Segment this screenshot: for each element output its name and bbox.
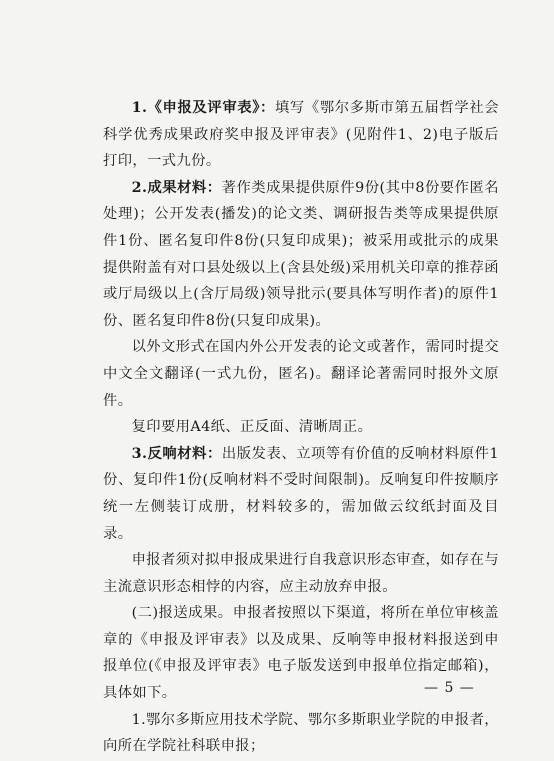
paragraph-lead: 3.反响材料：: [131, 445, 222, 462]
document-body: [103, 95, 499, 760]
paragraph-text: 出版发表、立项等有价值的反响材料原件1份、复印件1份(反响材料不受时间限制)。反响复印件按顺序统一左侧装订成册，材料较多的，需加做云纹纸封面及目录。: [103, 445, 499, 542]
paragraph-text: 填写《鄂尔多斯市第五届哲学社会科学优秀成果政府奖申报及评审表》(见附件1、2)电子版后打印，一式九份。: [103, 100, 499, 170]
paragraph-text: 著作类成果提供原件9份(其中8份要作匿名处理)；公开发表(播发)的论文类、调研报告类等成果提供原件1份、匿名复印件8份(只复印成果)；被采用或批示的成果提供附盖有对口县处级以上(含县处级)采用机关印章的推荐函或厅局级以上(含厅局级)领导批示(要具体写明作者)的原件1份、匿名复印件8份(只复印成果)。: [103, 179, 499, 329]
paragraph-lead: 1.《申报及评审表》：: [131, 100, 275, 116]
paragraph-text: 申报者按照以下渠道，将所在单位审核盖章的《申报及评审表》以及成果、反响等申报材料报送到申报单位(《申报及评审表》电子版发送到申报单位指定邮箱)，具体如下。: [103, 605, 499, 702]
paragraph-text: 1.鄂尔多斯应用技术学院、鄂尔多斯职业学院的申报者，向所在学院社科联申报；: [103, 711, 499, 755]
paragraph-achievement-materials: [103, 175, 499, 335]
paragraph-ideology-review: [103, 547, 499, 600]
paragraph-text: 以外文形式在国内外公开发表的论文或著作，需同时提交中文全文翻译(一式九份，匿名)。翻译论著需同时报外文原件。: [103, 339, 500, 409]
paragraph-response-materials: [103, 441, 499, 547]
paragraph-foreign-language: [103, 334, 499, 414]
paragraph-copy-requirements: [103, 414, 499, 441]
paragraph-text: 申报者须对拟申报成果进行自我意识形态审查，如存在与主流意识形态相悖的内容，应主动放弃申报。: [103, 552, 500, 595]
paragraph-application-form: [103, 95, 499, 175]
paragraph-channel-1: [103, 707, 499, 760]
paragraph-lead: 2.成果材料：: [131, 179, 222, 196]
page-number: — 5 —: [424, 680, 475, 696]
paragraph-text: 复印要用A4纸、正反面、清晰周正。: [131, 419, 373, 436]
paragraph-lead: (二)报送成果。: [131, 605, 233, 622]
